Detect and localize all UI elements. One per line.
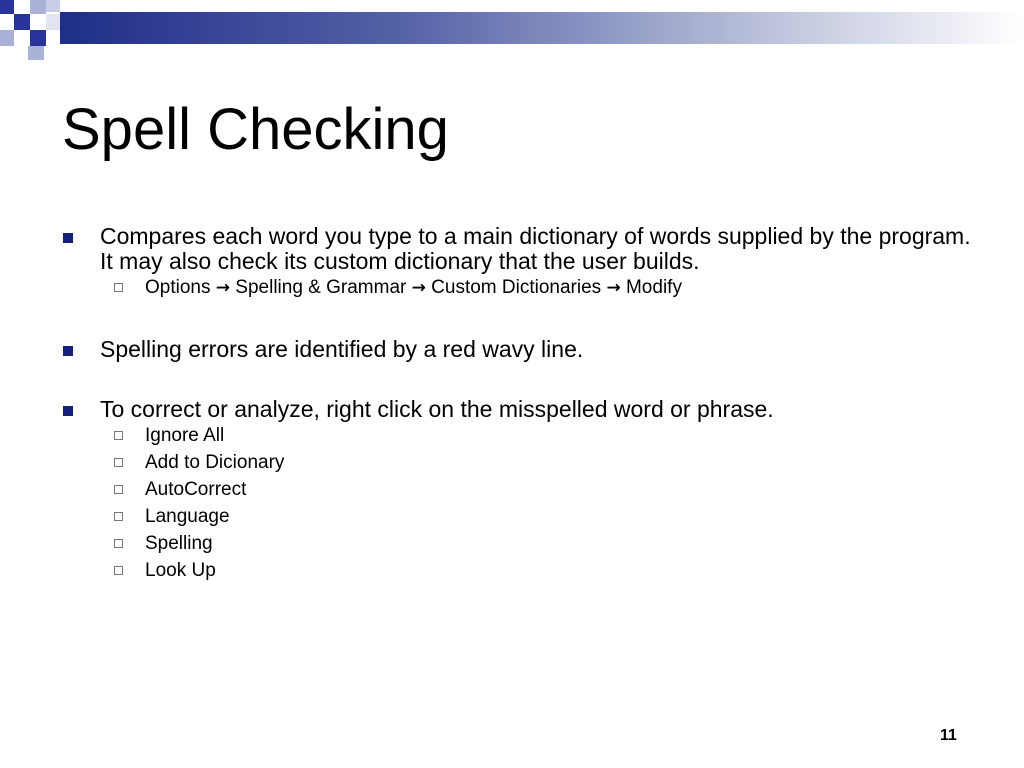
- sub-bullet-item: [0, 503, 1024, 530]
- bullet-text: Compares each word you type to a main dictionary of words supplied by the program. It may also check its custom dictionary that the user builds.: [100, 223, 971, 274]
- filled-square-bullet-icon: [63, 233, 73, 243]
- menu-path-step: Custom Dictionaries: [431, 277, 602, 298]
- bullet-list: [0, 224, 1024, 584]
- decorative-square: [30, 30, 46, 46]
- hollow-square-bullet-icon: [114, 512, 123, 521]
- bullet-text: To correct or analyze, right click on the misspelled word or phrase.: [100, 396, 774, 422]
- hollow-square-bullet-icon: [114, 566, 123, 575]
- menu-path-step: Modify: [625, 277, 682, 298]
- sub-bullet-text: AutoCorrect: [145, 479, 247, 500]
- sub-bullet-text: Add to Dicionary: [145, 452, 285, 473]
- right-arrow-icon: →: [215, 278, 231, 298]
- sub-bullet-text: Language: [145, 506, 230, 527]
- slide-title: Spell Checking: [62, 97, 449, 162]
- bullet-item: [0, 224, 1024, 274]
- decorative-square: [30, 0, 46, 14]
- hollow-square-bullet-icon: [114, 431, 123, 440]
- decorative-square: [14, 14, 30, 30]
- sub-bullet-text: Spelling: [145, 533, 213, 554]
- hollow-square-bullet-icon: [114, 485, 123, 494]
- bullet-text: Spelling errors are identified by a red wavy line.: [100, 336, 584, 362]
- decorative-square: [0, 30, 14, 46]
- bullet-item: [0, 337, 1024, 362]
- page-number: 11: [940, 727, 957, 744]
- sub-bullet-item: [0, 530, 1024, 557]
- right-arrow-icon: →: [606, 278, 621, 298]
- decorative-square: [46, 0, 60, 12]
- menu-path: [145, 277, 682, 298]
- bullet-item: [0, 397, 1024, 422]
- filled-square-bullet-icon: [63, 406, 73, 416]
- sub-bullet-item: [0, 557, 1024, 584]
- decorative-square: [28, 46, 44, 60]
- menu-path-step: Options: [145, 277, 211, 298]
- right-arrow-icon: →: [411, 278, 426, 298]
- sub-bullet-text: Ignore All: [145, 425, 225, 446]
- filled-square-bullet-icon: [63, 346, 73, 356]
- hollow-square-bullet-icon: [114, 283, 123, 292]
- hollow-square-bullet-icon: [114, 458, 123, 467]
- sub-bullet-item: [0, 422, 1024, 449]
- sub-bullet-item: [0, 274, 1024, 302]
- header-gradient-bar: [60, 12, 1024, 44]
- menu-path-step: Spelling & Grammar: [235, 277, 407, 298]
- sub-bullet-text: Look Up: [145, 560, 216, 581]
- sub-bullet-item: [0, 476, 1024, 503]
- decorative-square: [46, 14, 60, 30]
- hollow-square-bullet-icon: [114, 539, 123, 548]
- decorative-square: [0, 0, 14, 14]
- sub-bullet-item: [0, 449, 1024, 476]
